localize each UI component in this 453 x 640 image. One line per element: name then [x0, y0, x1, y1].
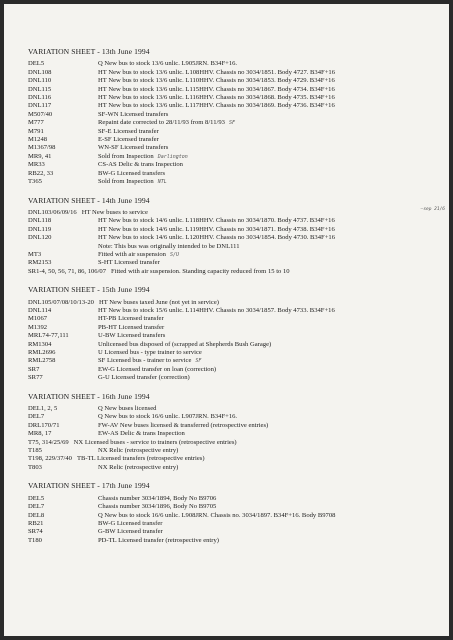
entry-description — [98, 349, 445, 357]
vehicle-code: T803 — [28, 463, 42, 471]
entry-text: HT New bus to stock 13/6 unlic. L116HHV. Chassis no 3034/1868. Body 4735. B34F+16 — [98, 94, 335, 102]
entry-row — [28, 234, 445, 242]
entry-text: HT New bus to stock 14/6 unlic. L120HHV. Chassis no 3034/1854. Body 4730. B34F+16 — [98, 234, 336, 242]
entry-row — [28, 374, 445, 382]
entry-text: FW-AV New buses licensed & transferred (retrospective entries) — [98, 421, 269, 429]
entry-description — [98, 430, 445, 438]
section-title: VARIATION SHEET - 14th June 1994 — [28, 195, 150, 205]
entry-row — [28, 324, 445, 332]
entry-description — [98, 234, 445, 242]
vehicle-code: DEL7 — [28, 503, 45, 511]
entry-description — [98, 405, 445, 413]
entry-description — [82, 209, 403, 217]
entry-text: Unlicensed bus disposed of (scrapped at Shepherds Bush Garage) — [98, 340, 272, 348]
vehicle-code: DNL114 — [28, 306, 52, 314]
entry-text: Chassis number 3034/1894, Body No B9706 — [98, 494, 217, 502]
entry-row — [28, 268, 445, 276]
entry-row — [28, 111, 445, 119]
entry-row — [28, 136, 445, 144]
entry-description — [98, 537, 445, 545]
entry-description — [98, 520, 445, 528]
entry-row — [28, 307, 445, 315]
entry-text: EW-AS Delic & trans Inspection — [98, 430, 185, 438]
entry-description — [99, 299, 445, 307]
vehicle-code: MT3 — [28, 250, 42, 258]
entry-description — [98, 128, 445, 136]
entry-row — [28, 495, 445, 503]
entry-description — [98, 341, 445, 349]
vehicle-code: DNL103/06/09/16 — [28, 208, 77, 216]
vehicle-code: M777 — [28, 119, 44, 127]
entry-text: NX Relic (retrospective entry) — [98, 447, 179, 455]
entry-description — [98, 144, 445, 152]
entry-description — [98, 503, 445, 511]
entry-text: Repaint date corrected to 28/11/93 from 8/11/93 — [98, 119, 225, 127]
entry-description — [98, 226, 445, 234]
entry-row — [28, 94, 445, 102]
entry-text: BW-G Licensed transfer — [98, 519, 163, 527]
entry-row — [28, 243, 445, 251]
entry-description — [98, 86, 445, 94]
entry-text: HT New bus to stock 15/6 unlic. L114HHV. Chassis no 3034/1857. Body 4733. B34F+16 — [98, 306, 335, 314]
handwritten-note: SF — [195, 358, 202, 365]
entry-row — [28, 537, 445, 545]
entry-description — [98, 94, 445, 102]
vehicle-code: M1367/98 — [28, 144, 56, 152]
entry-row — [28, 528, 445, 536]
handwritten-note: Darlington — [157, 153, 188, 160]
entry-text: HT New buses taxed June (not yet in service) — [98, 298, 219, 306]
handwritten-note: NTL — [157, 179, 167, 186]
entry-row — [28, 405, 445, 413]
entry-text: Fitted with air suspension — [98, 250, 166, 258]
entry-text: HT New bus to stock 14/6 unlic. L118HHV. Chassis no 3034/1870. Body 4737. B34F+16 — [98, 217, 335, 225]
entry-row — [28, 512, 445, 520]
entry-text: E-SF Licensed transfer — [98, 136, 159, 144]
entry-description — [98, 315, 445, 323]
scanned-page — [4, 4, 449, 636]
entry-description — [98, 217, 445, 225]
entry-row — [28, 251, 445, 259]
entry-row — [28, 341, 445, 349]
vehicle-code: M507/40 — [28, 110, 53, 118]
entry-description — [98, 119, 445, 127]
entry-text: HT-PB Licensed transfer — [98, 315, 164, 323]
vehicle-code: DEL5 — [28, 60, 45, 68]
entry-text: HT New buses to service — [81, 208, 148, 216]
entry-text: PB-HT Licensed transfer — [98, 323, 165, 331]
vehicle-code: DNL117 — [28, 102, 52, 110]
vehicle-code: DNL116 — [28, 94, 52, 102]
entry-row — [28, 503, 445, 511]
entry-description — [98, 102, 445, 110]
entry-text: HT New bus to stock 13/6 unlic. L115HHV. Chassis no 3034/1867. Body 4734. B34F+16 — [98, 85, 335, 93]
entry-text: BW-G Licensed transfers — [98, 169, 166, 177]
entry-row — [28, 153, 445, 161]
entry-row — [28, 349, 445, 357]
entry-description — [98, 153, 445, 161]
entry-row — [28, 119, 445, 127]
entry-row — [28, 102, 445, 110]
vehicle-code: DNL120 — [28, 234, 52, 242]
entry-row — [28, 413, 445, 421]
entry-text: U-BW Licensed transfers — [98, 332, 166, 340]
entry-text: Q New buses licensed — [98, 405, 157, 413]
vehicle-code: M791 — [28, 127, 44, 135]
vehicle-code: M1248 — [28, 136, 48, 144]
entry-row — [28, 128, 445, 136]
entry-description — [98, 307, 445, 315]
vehicle-code: M1067 — [28, 315, 48, 323]
entry-description — [98, 69, 445, 77]
entry-text: Note: This bus was originally intended to be DNL111 — [98, 242, 240, 250]
entry-row — [28, 422, 445, 430]
entry-text: G-U Licensed transfer (correction) — [98, 374, 190, 382]
vehicle-code: SR74 — [28, 528, 43, 536]
entry-description — [98, 495, 445, 503]
section-title: VARIATION SHEET - 17th June 1994 — [28, 481, 150, 491]
entry-text: NX Relic (retrospective entry) — [98, 463, 179, 471]
handwritten-note: SF — [228, 120, 235, 127]
entry-description — [98, 259, 445, 267]
entry-row — [28, 299, 445, 307]
entry-text: HT New bus to stock 14/6 unlic. L119HHV. Chassis no 3034/1871. Body 4738. B34F+16 — [98, 225, 335, 233]
entry-description — [98, 77, 445, 85]
entry-description — [98, 447, 445, 455]
entry-text: U Licensed bus - type trainer to service — [98, 349, 202, 356]
entry-description — [98, 374, 445, 382]
vehicle-code — [28, 243, 98, 251]
entry-text: PD-TL Licensed transfer (retrospective entry) — [98, 536, 219, 544]
entry-row — [28, 315, 445, 323]
entry-row — [28, 430, 445, 438]
vehicle-code: DNL115 — [28, 85, 52, 93]
entry-row — [28, 170, 445, 178]
vehicle-code: MR9, 41 — [28, 152, 52, 160]
entry-row — [28, 520, 445, 528]
entry-row — [28, 439, 445, 447]
entry-text: SF Licensed bus - trainer to service — [98, 357, 192, 365]
vehicle-code: RB22, 33 — [28, 169, 54, 177]
entry-row — [28, 447, 445, 455]
vehicle-code: T180 — [28, 536, 42, 544]
entry-text: Fitted with air suspension. Standing capacity reduced from 15 to 10 — [111, 267, 290, 275]
entry-description — [98, 161, 445, 169]
vehicle-code: T198, 229/37/40 — [28, 455, 72, 463]
vehicle-code: T75, 314/25/69 — [28, 438, 69, 446]
entry-text: S-HT Licensed transfer — [98, 259, 160, 267]
variation-sheets — [28, 14, 445, 545]
entry-text: HT New bus to stock 13/6 unlic. L117HHV. Chassis no 3034/1869. Body 4736. B34F+16 — [98, 102, 335, 110]
entry-text: Q New bus to stock 16/6 unlic. L907JRN. B34F+16. — [98, 413, 238, 421]
entry-description — [74, 439, 445, 447]
entry-text: SF-WN Licensed transfers — [98, 110, 169, 118]
entry-row — [28, 226, 445, 234]
vehicle-code: DNL105/07/08/10/13-20 — [28, 298, 94, 306]
entry-description — [98, 357, 445, 365]
vehicle-code: DEL8 — [28, 511, 45, 519]
vehicle-code: T365 — [28, 178, 42, 186]
vehicle-code: DEL1, 2, 5 — [28, 405, 58, 413]
vehicle-code: MR8, 17 — [28, 430, 52, 438]
entry-text: Sold from Inspection — [98, 178, 154, 186]
entry-description — [98, 251, 445, 259]
section-title: VARIATION SHEET - 16th June 1994 — [28, 391, 150, 401]
entry-description — [98, 178, 445, 186]
vehicle-code: DNL118 — [28, 217, 52, 225]
entry-row — [28, 144, 445, 152]
vehicle-code: DNL119 — [28, 225, 52, 233]
entry-text: Chassis number 3034/1896, Body No B9705 — [98, 503, 217, 511]
entry-description — [98, 422, 445, 430]
vehicle-code: DEL5 — [28, 494, 45, 502]
vehicle-code: MR33 — [28, 161, 45, 169]
entry-text: HT New bus to stock 13/6 unlic. L110HHV. Chassis no 3034/1853. Body 4729. B34F+16 — [98, 77, 335, 85]
entry-description — [111, 268, 445, 276]
entry-description — [98, 60, 445, 68]
vehicle-code: RML2696 — [28, 349, 56, 356]
entry-description — [98, 111, 445, 119]
handwritten-note: S/U — [169, 251, 179, 258]
entry-description — [98, 413, 445, 421]
section-title: VARIATION SHEET - 13th June 1994 — [28, 47, 150, 56]
vehicle-code: SR7 — [28, 365, 40, 373]
entry-description — [98, 528, 445, 536]
entry-row — [28, 69, 445, 77]
vehicle-code: RB21 — [28, 519, 44, 527]
entry-text: Sold from Inspection — [98, 152, 154, 160]
vehicle-code: MRL74-77,111 — [28, 332, 69, 340]
entry-text: SF-E Licensed transfer — [98, 127, 159, 135]
vehicle-code: SR1-4, 50, 56, 71, 86, 106/07 — [28, 267, 107, 275]
handwritten-note: —sep 21/6 — [420, 206, 445, 212]
entry-text: Q New bus to stock 13/6 unlic. L905JRN. B34F+16. — [98, 60, 238, 68]
entry-row — [28, 464, 445, 472]
entry-description — [98, 464, 445, 472]
entry-text: EW-G Licensed transfer on loan (correction) — [98, 365, 217, 373]
entry-description — [77, 455, 445, 463]
entry-description — [98, 243, 445, 251]
entry-row — [28, 455, 445, 463]
vehicle-code: M1392 — [28, 323, 48, 331]
entry-row — [28, 332, 445, 340]
vehicle-code: T185 — [28, 447, 42, 455]
entry-row — [28, 357, 445, 365]
entry-text: G-BW Licensed transfer — [98, 528, 163, 536]
entry-row — [28, 259, 445, 267]
entry-row — [28, 161, 445, 169]
entry-description — [98, 324, 445, 332]
entry-row — [28, 178, 445, 186]
vehicle-code: SR77 — [28, 374, 43, 382]
vehicle-code: DNL110 — [28, 77, 52, 85]
entry-text: CS-AS Delic & trans Inspection — [98, 161, 183, 169]
entry-description — [98, 136, 445, 144]
entry-text: HT New bus to stock 13/6 unlic. L108HHV. Chassis no 3034/1851. Body 4727. B34F+16 — [98, 68, 336, 76]
entry-row — [28, 77, 445, 85]
vehicle-code: DRL170/71 — [28, 421, 60, 429]
vehicle-code: RM2153 — [28, 259, 52, 267]
vehicle-code: RML2758 — [28, 357, 56, 365]
entry-description — [98, 332, 445, 340]
entry-text: NX Licensed buses - service to trainers (retrospective entries) — [73, 438, 237, 446]
entry-row — [28, 217, 445, 225]
vehicle-code: DNL108 — [28, 68, 52, 76]
entry-description — [98, 170, 445, 178]
entry-row — [28, 86, 445, 94]
entry-description — [98, 366, 445, 374]
entry-description — [98, 512, 445, 520]
section-title: VARIATION SHEET - 15th June 1994 — [28, 285, 150, 295]
entry-row — [28, 366, 445, 374]
entry-text: Q New bus to stock 16/6 unlic. L908JRN. Chassis no. 3034/1897. B34F+16. Body B9708 — [98, 511, 336, 519]
entry-row — [28, 60, 445, 68]
entry-row — [28, 206, 445, 217]
vehicle-code: DEL7 — [28, 413, 45, 421]
entry-text: TB-TL Licensed transfers (retrospective entries) — [76, 455, 205, 463]
vehicle-code: RM1304 — [28, 340, 52, 348]
entry-text: WN-SF Licensed transfers — [98, 144, 169, 152]
